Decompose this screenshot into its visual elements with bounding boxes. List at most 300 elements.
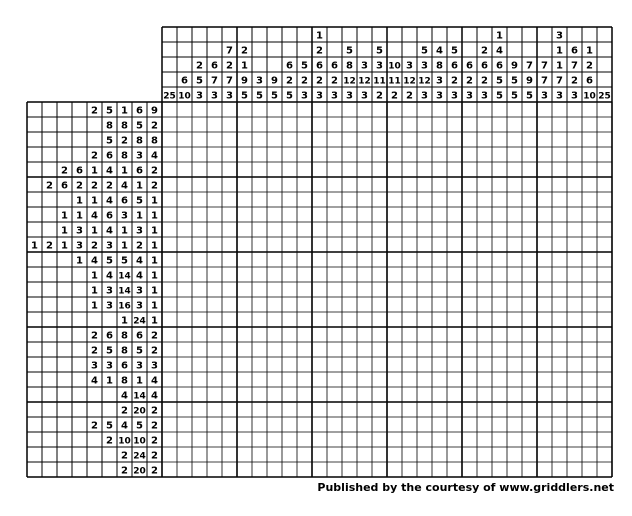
grid-cell[interactable] [252,132,267,147]
grid-cell[interactable] [282,447,297,462]
grid-cell[interactable] [207,432,222,447]
grid-cell[interactable] [492,237,507,252]
grid-cell[interactable] [567,312,582,327]
grid-cell[interactable] [162,417,177,432]
grid-cell[interactable] [537,462,552,477]
grid-cell[interactable] [282,402,297,417]
grid-cell[interactable] [582,117,597,132]
grid-cell[interactable] [477,432,492,447]
grid-cell[interactable] [177,117,192,132]
grid-cell[interactable] [537,132,552,147]
grid-cell[interactable] [222,387,237,402]
grid-cell[interactable] [252,102,267,117]
grid-cell[interactable] [387,192,402,207]
grid-cell[interactable] [522,462,537,477]
grid-cell[interactable] [432,222,447,237]
grid-cell[interactable] [177,237,192,252]
grid-cell[interactable] [372,447,387,462]
grid-cell[interactable] [477,102,492,117]
grid-cell[interactable] [162,267,177,282]
grid-cell[interactable] [357,342,372,357]
grid-cell[interactable] [537,192,552,207]
grid-cell[interactable] [222,417,237,432]
grid-cell[interactable] [297,147,312,162]
grid-cell[interactable] [162,372,177,387]
grid-cell[interactable] [327,207,342,222]
grid-cell[interactable] [267,432,282,447]
grid-cell[interactable] [342,207,357,222]
grid-cell[interactable] [447,282,462,297]
grid-cell[interactable] [417,342,432,357]
grid-cell[interactable] [387,432,402,447]
grid-cell[interactable] [567,267,582,282]
grid-cell[interactable] [357,162,372,177]
grid-cell[interactable] [312,372,327,387]
grid-cell[interactable] [342,102,357,117]
grid-cell[interactable] [582,462,597,477]
grid-cell[interactable] [282,297,297,312]
grid-cell[interactable] [297,132,312,147]
grid-cell[interactable] [492,312,507,327]
grid-cell[interactable] [237,207,252,222]
grid-cell[interactable] [567,252,582,267]
grid-cell[interactable] [462,132,477,147]
grid-cell[interactable] [357,432,372,447]
grid-cell[interactable] [387,177,402,192]
grid-cell[interactable] [342,387,357,402]
grid-cell[interactable] [567,132,582,147]
grid-cell[interactable] [372,372,387,387]
grid-cell[interactable] [192,432,207,447]
grid-cell[interactable] [552,432,567,447]
grid-cell[interactable] [597,192,612,207]
grid-cell[interactable] [282,462,297,477]
grid-cell[interactable] [432,252,447,267]
grid-cell[interactable] [207,162,222,177]
grid-cell[interactable] [582,357,597,372]
grid-cell[interactable] [267,372,282,387]
grid-cell[interactable] [387,207,402,222]
grid-cell[interactable] [207,297,222,312]
grid-cell[interactable] [522,132,537,147]
grid-cell[interactable] [282,312,297,327]
grid-cell[interactable] [582,282,597,297]
grid-cell[interactable] [432,462,447,477]
grid-cell[interactable] [387,462,402,477]
grid-cell[interactable] [582,237,597,252]
grid-cell[interactable] [162,117,177,132]
grid-cell[interactable] [357,312,372,327]
grid-cell[interactable] [402,327,417,342]
grid-cell[interactable] [252,177,267,192]
grid-cell[interactable] [222,207,237,222]
grid-cell[interactable] [177,147,192,162]
grid-cell[interactable] [522,162,537,177]
grid-cell[interactable] [237,267,252,282]
grid-cell[interactable] [192,357,207,372]
grid-cell[interactable] [477,162,492,177]
grid-cell[interactable] [267,237,282,252]
grid-cell[interactable] [477,357,492,372]
grid-cell[interactable] [267,177,282,192]
grid-cell[interactable] [342,132,357,147]
grid-cell[interactable] [177,162,192,177]
grid-cell[interactable] [192,342,207,357]
grid-cell[interactable] [282,147,297,162]
grid-cell[interactable] [252,432,267,447]
grid-cell[interactable] [462,372,477,387]
grid-cell[interactable] [207,402,222,417]
grid-cell[interactable] [327,312,342,327]
grid-cell[interactable] [507,327,522,342]
grid-cell[interactable] [432,387,447,402]
grid-cell[interactable] [372,462,387,477]
grid-cell[interactable] [237,372,252,387]
grid-cell[interactable] [507,237,522,252]
grid-cell[interactable] [432,132,447,147]
grid-cell[interactable] [357,132,372,147]
grid-cell[interactable] [252,252,267,267]
grid-cell[interactable] [522,402,537,417]
grid-cell[interactable] [357,222,372,237]
grid-cell[interactable] [357,447,372,462]
grid-cell[interactable] [162,462,177,477]
grid-cell[interactable] [402,237,417,252]
grid-cell[interactable] [432,357,447,372]
grid-cell[interactable] [387,222,402,237]
grid-cell[interactable] [282,207,297,222]
grid-cell[interactable] [252,372,267,387]
grid-cell[interactable] [552,312,567,327]
grid-cell[interactable] [507,312,522,327]
grid-cell[interactable] [477,297,492,312]
grid-cell[interactable] [537,252,552,267]
grid-cell[interactable] [207,417,222,432]
grid-cell[interactable] [432,282,447,297]
grid-cell[interactable] [387,417,402,432]
grid-cell[interactable] [282,192,297,207]
grid-cell[interactable] [372,327,387,342]
grid-cell[interactable] [507,252,522,267]
grid-cell[interactable] [432,192,447,207]
grid-cell[interactable] [582,417,597,432]
grid-cell[interactable] [252,147,267,162]
grid-cell[interactable] [492,117,507,132]
grid-cell[interactable] [372,177,387,192]
grid-cell[interactable] [537,297,552,312]
grid-cell[interactable] [567,432,582,447]
grid-cell[interactable] [567,177,582,192]
grid-cell[interactable] [447,177,462,192]
grid-cell[interactable] [417,102,432,117]
grid-cell[interactable] [357,117,372,132]
grid-cell[interactable] [192,192,207,207]
grid-cell[interactable] [597,342,612,357]
grid-cell[interactable] [492,402,507,417]
grid-cell[interactable] [267,417,282,432]
grid-cell[interactable] [162,327,177,342]
grid-cell[interactable] [312,447,327,462]
grid-cell[interactable] [297,297,312,312]
grid-cell[interactable] [417,312,432,327]
grid-cell[interactable] [477,192,492,207]
grid-cell[interactable] [207,207,222,222]
grid-cell[interactable] [477,372,492,387]
grid-cell[interactable] [522,447,537,462]
grid-cell[interactable] [192,327,207,342]
grid-cell[interactable] [597,102,612,117]
grid-cell[interactable] [327,417,342,432]
grid-cell[interactable] [252,402,267,417]
grid-cell[interactable] [597,462,612,477]
grid-cell[interactable] [312,237,327,252]
grid-cell[interactable] [477,267,492,282]
grid-cell[interactable] [267,102,282,117]
grid-cell[interactable] [447,252,462,267]
grid-cell[interactable] [237,252,252,267]
grid-cell[interactable] [252,282,267,297]
grid-cell[interactable] [417,162,432,177]
grid-cell[interactable] [237,282,252,297]
grid-cell[interactable] [507,132,522,147]
grid-cell[interactable] [177,402,192,417]
grid-cell[interactable] [507,432,522,447]
grid-cell[interactable] [402,357,417,372]
grid-cell[interactable] [192,207,207,222]
grid-cell[interactable] [177,312,192,327]
grid-cell[interactable] [597,252,612,267]
grid-cell[interactable] [237,192,252,207]
grid-cell[interactable] [222,342,237,357]
grid-cell[interactable] [222,132,237,147]
grid-cell[interactable] [207,372,222,387]
grid-cell[interactable] [402,372,417,387]
grid-cell[interactable] [582,312,597,327]
grid-cell[interactable] [372,312,387,327]
grid-cell[interactable] [387,372,402,387]
grid-cell[interactable] [507,162,522,177]
grid-cell[interactable] [237,387,252,402]
grid-cell[interactable] [342,342,357,357]
grid-cell[interactable] [582,177,597,192]
grid-cell[interactable] [582,147,597,162]
grid-cell[interactable] [417,282,432,297]
grid-cell[interactable] [432,207,447,222]
grid-cell[interactable] [222,117,237,132]
grid-cell[interactable] [537,312,552,327]
grid-cell[interactable] [327,162,342,177]
grid-cell[interactable] [477,447,492,462]
grid-cell[interactable] [447,432,462,447]
grid-cell[interactable] [207,282,222,297]
grid-cell[interactable] [507,102,522,117]
grid-cell[interactable] [432,342,447,357]
grid-cell[interactable] [297,192,312,207]
grid-cell[interactable] [582,132,597,147]
grid-cell[interactable] [312,282,327,297]
grid-cell[interactable] [537,327,552,342]
grid-cell[interactable] [537,372,552,387]
grid-cell[interactable] [537,162,552,177]
grid-cell[interactable] [552,177,567,192]
grid-cell[interactable] [492,162,507,177]
grid-cell[interactable] [462,267,477,282]
grid-cell[interactable] [177,267,192,282]
grid-cell[interactable] [327,462,342,477]
grid-cell[interactable] [222,237,237,252]
grid-cell[interactable] [477,132,492,147]
grid-cell[interactable] [342,147,357,162]
grid-cell[interactable] [372,102,387,117]
grid-cell[interactable] [252,327,267,342]
grid-cell[interactable] [282,282,297,297]
grid-cell[interactable] [357,177,372,192]
grid-cell[interactable] [312,357,327,372]
grid-cell[interactable] [312,387,327,402]
grid-cell[interactable] [597,162,612,177]
grid-cell[interactable] [462,462,477,477]
grid-cell[interactable] [342,327,357,342]
grid-cell[interactable] [447,117,462,132]
grid-cell[interactable] [267,312,282,327]
grid-cell[interactable] [417,372,432,387]
grid-cell[interactable] [522,282,537,297]
grid-cell[interactable] [537,147,552,162]
grid-cell[interactable] [567,102,582,117]
grid-cell[interactable] [327,177,342,192]
grid-cell[interactable] [462,357,477,372]
grid-cell[interactable] [387,237,402,252]
grid-cell[interactable] [177,462,192,477]
grid-cell[interactable] [537,102,552,117]
grid-cell[interactable] [492,432,507,447]
grid-cell[interactable] [582,102,597,117]
grid-cell[interactable] [402,117,417,132]
grid-cell[interactable] [237,432,252,447]
grid-cell[interactable] [402,162,417,177]
grid-cell[interactable] [567,342,582,357]
grid-cell[interactable] [417,357,432,372]
grid-cell[interactable] [237,402,252,417]
grid-cell[interactable] [552,462,567,477]
grid-cell[interactable] [567,417,582,432]
grid-cell[interactable] [327,342,342,357]
grid-cell[interactable] [387,342,402,357]
grid-cell[interactable] [162,147,177,162]
grid-cell[interactable] [357,297,372,312]
grid-cell[interactable] [312,117,327,132]
grid-cell[interactable] [177,207,192,222]
grid-cell[interactable] [552,162,567,177]
grid-cell[interactable] [492,282,507,297]
grid-cell[interactable] [417,447,432,462]
grid-cell[interactable] [192,237,207,252]
grid-cell[interactable] [327,447,342,462]
grid-cell[interactable] [597,177,612,192]
grid-cell[interactable] [312,342,327,357]
grid-cell[interactable] [342,462,357,477]
grid-cell[interactable] [492,357,507,372]
grid-cell[interactable] [372,387,387,402]
grid-cell[interactable] [447,342,462,357]
grid-cell[interactable] [252,312,267,327]
grid-cell[interactable] [342,372,357,387]
grid-cell[interactable] [222,447,237,462]
grid-cell[interactable] [507,357,522,372]
grid-cell[interactable] [462,342,477,357]
grid-cell[interactable] [207,462,222,477]
grid-cell[interactable] [552,357,567,372]
grid-cell[interactable] [252,162,267,177]
grid-cell[interactable] [477,252,492,267]
grid-cell[interactable] [207,222,222,237]
grid-cell[interactable] [327,387,342,402]
grid-cell[interactable] [162,237,177,252]
grid-cell[interactable] [312,222,327,237]
grid-cell[interactable] [222,282,237,297]
grid-cell[interactable] [357,357,372,372]
grid-cell[interactable] [282,342,297,357]
grid-cell[interactable] [402,462,417,477]
grid-cell[interactable] [462,387,477,402]
grid-cell[interactable] [402,147,417,162]
grid-cell[interactable] [477,342,492,357]
grid-cell[interactable] [447,357,462,372]
grid-cell[interactable] [297,432,312,447]
grid-cell[interactable] [417,402,432,417]
grid-cell[interactable] [282,252,297,267]
grid-cell[interactable] [342,312,357,327]
grid-cell[interactable] [507,267,522,282]
grid-cell[interactable] [237,462,252,477]
grid-cell[interactable] [282,387,297,402]
grid-cell[interactable] [357,402,372,417]
grid-cell[interactable] [417,252,432,267]
grid-cell[interactable] [387,252,402,267]
grid-cell[interactable] [207,312,222,327]
grid-cell[interactable] [492,147,507,162]
grid-cell[interactable] [237,177,252,192]
grid-cell[interactable] [207,327,222,342]
grid-cell[interactable] [237,327,252,342]
grid-cell[interactable] [417,207,432,222]
grid-cell[interactable] [372,192,387,207]
grid-cell[interactable] [252,447,267,462]
grid-cell[interactable] [417,222,432,237]
grid-cell[interactable] [567,222,582,237]
grid-cell[interactable] [477,327,492,342]
grid-cell[interactable] [207,132,222,147]
grid-cell[interactable] [177,372,192,387]
grid-cell[interactable] [207,117,222,132]
grid-cell[interactable] [342,297,357,312]
grid-cell[interactable] [312,402,327,417]
grid-cell[interactable] [492,222,507,237]
grid-cell[interactable] [507,222,522,237]
grid-cell[interactable] [417,117,432,132]
grid-cell[interactable] [432,267,447,282]
grid-cell[interactable] [507,177,522,192]
grid-cell[interactable] [327,372,342,387]
grid-cell[interactable] [447,327,462,342]
grid-cell[interactable] [237,162,252,177]
grid-cell[interactable] [567,117,582,132]
grid-cell[interactable] [507,297,522,312]
grid-cell[interactable] [552,237,567,252]
grid-cell[interactable] [372,207,387,222]
grid-cell[interactable] [342,192,357,207]
grid-cell[interactable] [372,222,387,237]
